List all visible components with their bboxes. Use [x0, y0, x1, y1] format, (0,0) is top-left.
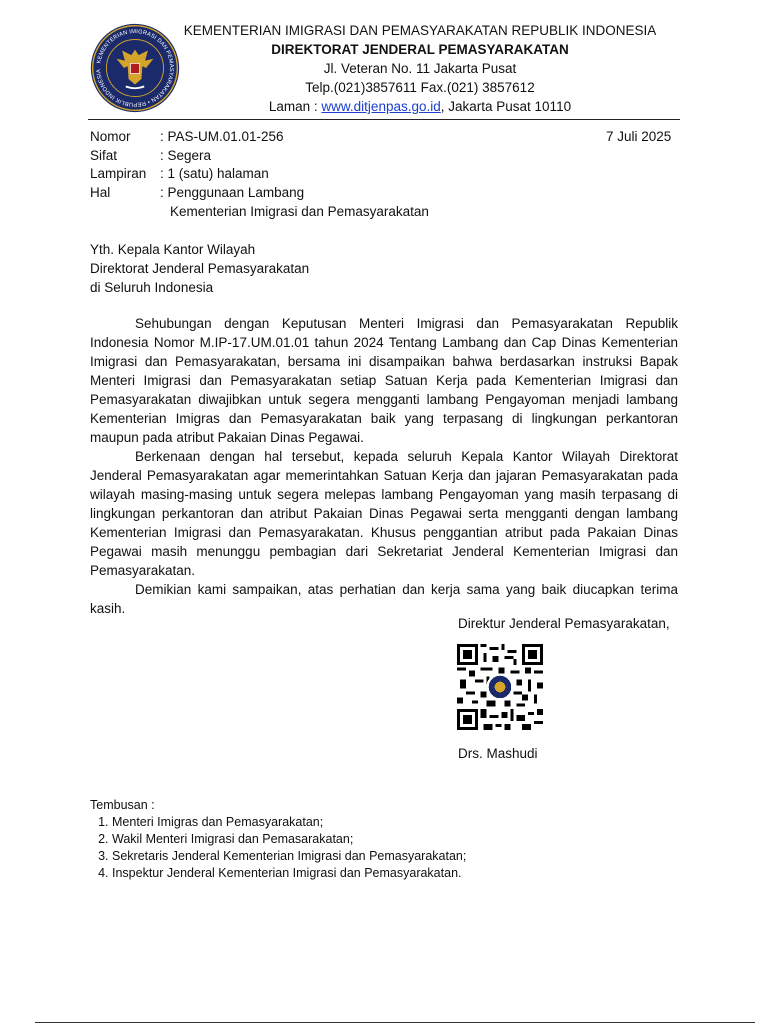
body-paragraph-2: Berkenaan dengan hal tersebut, kepada seluruh Kepala Kantor Wilayah Direktorat Jenderal Pemasyarakatan agar memerintahkan Satuan Kerja dan jajaran Pemasyarakatan pada wilayah masing-masing untuk segera melepas lambang Pengayoman yang masih terpasang di lingkungan perkantoran dan atribut Pakaian Dinas Pegawai serta mengganti dengan lambang Kementerian Imigrasi dan Pemasyarakatan. Khusus penggantian atribut pada Pakaian Dinas Pegawai masih menunggu pembagian dari Sekretariat Jenderal Kementerian Imigrasi dan Pemasyarakatan.: [90, 449, 678, 578]
tembusan-label: Tembusan :: [90, 798, 155, 812]
signature-title: Direktur Jenderal Pemasyarakatan,: [458, 616, 670, 631]
website-link[interactable]: www.ditjenpas.go.id: [321, 99, 441, 114]
body-paragraph-3: Demikian kami sampaikan, atas perhatian dan kerja sama yang baik diucapkan terima kasih.: [90, 582, 678, 616]
phone-line: Telp.(021)3857611 Fax.(021) 3857612: [305, 80, 535, 95]
website-prefix: Laman :: [268, 99, 322, 114]
tembusan-list: [90, 814, 466, 882]
ministry-name: KEMENTERIAN IMIGRASI DAN PEMASYARAKATAN REPUBLIK INDONESIA: [183, 23, 657, 38]
hal-value-1: : Penggunaan Lambang: [160, 185, 305, 200]
tembusan-block: [90, 797, 466, 882]
qr-code-icon: [457, 644, 543, 730]
letter-body: [90, 314, 678, 618]
tembusan-item: 4. Inspektur Jenderal Kementerian Imigrasi dan Pemasyarakatan.: [112, 865, 466, 882]
letterhead: [170, 21, 670, 116]
nomor-label: Nomor: [90, 129, 131, 144]
footer-divider: [35, 1022, 755, 1023]
website-suffix: , Jakarta Pusat 10110: [440, 99, 572, 114]
recipient-block: [90, 240, 309, 297]
directorate-name: DIREKTORAT JENDERAL PEMASYARAKATAN: [271, 42, 569, 57]
tembusan-item: 1. Menteri Imigras dan Pemasyarakatan;: [112, 814, 466, 831]
recipient-line-2: Direktorat Jenderal Pemasyarakatan: [90, 261, 310, 276]
recipient-line-3: di Seluruh Indonesia: [90, 280, 214, 295]
letterhead-divider: [88, 119, 680, 120]
recipient-line-1: Yth. Kepala Kantor Wilayah: [90, 242, 256, 257]
tembusan-item: 2. Wakil Menteri Imigrasi dan Pemasarakatan;: [112, 831, 466, 848]
address-line: Jl. Veteran No. 11 Jakarta Pusat: [323, 61, 517, 76]
tembusan-item: 3. Sekretaris Jenderal Kementerian Imigrasi dan Pemasyarakatan;: [112, 848, 466, 865]
lampiran-label: Lampiran: [90, 166, 147, 181]
sifat-value: : Segera: [160, 148, 212, 163]
ministry-seal-icon: [89, 22, 181, 114]
website-line: [170, 97, 670, 116]
lampiran-value: : 1 (satu) halaman: [160, 166, 269, 181]
svg-text:KEMENTERIAN IMIGRASI DAN PEMAS: KEMENTERIAN IMIGRASI DAN PEMASYARAKATAN • REPUBLIK INDONESIA: [96, 28, 175, 107]
hal-value-2: Kementerian Imigrasi dan Pemasyarakatan: [170, 204, 429, 219]
letter-date: 7 Juli 2025: [606, 129, 672, 144]
nomor-value: : PAS-UM.01.01-256: [160, 129, 284, 144]
body-paragraph-1: Sehubungan dengan Keputusan Menteri Imigrasi dan Pemasyarakatan Republik Indonesia Nomor M.IP-17.UM.01.01 tahun 2024 Tentang Lambang dan Cap Dinas Kementerian Imigrasi dan Pemasyarakatan, bersama ini disampaikan bahwa berdasarkan instruksi Bapak Menteri Imigrasi dan Pemasyarakatan setiap Satuan Kerja pada Kementerian Imigrasi dan Pemasyarakatan diwajibkan untuk segera mengganti lambang Pengayoman menjadi lambang Kementerian Imigras dan Pemasyarakatan baik yang terpasang di lingkungan perkantoran maupun pada atribut Pakaian Dinas Pegawai.: [90, 316, 678, 445]
sifat-label: Sifat: [90, 148, 118, 163]
signatory-name: Drs. Mashudi: [458, 746, 538, 761]
hal-label: Hal: [90, 185, 111, 200]
